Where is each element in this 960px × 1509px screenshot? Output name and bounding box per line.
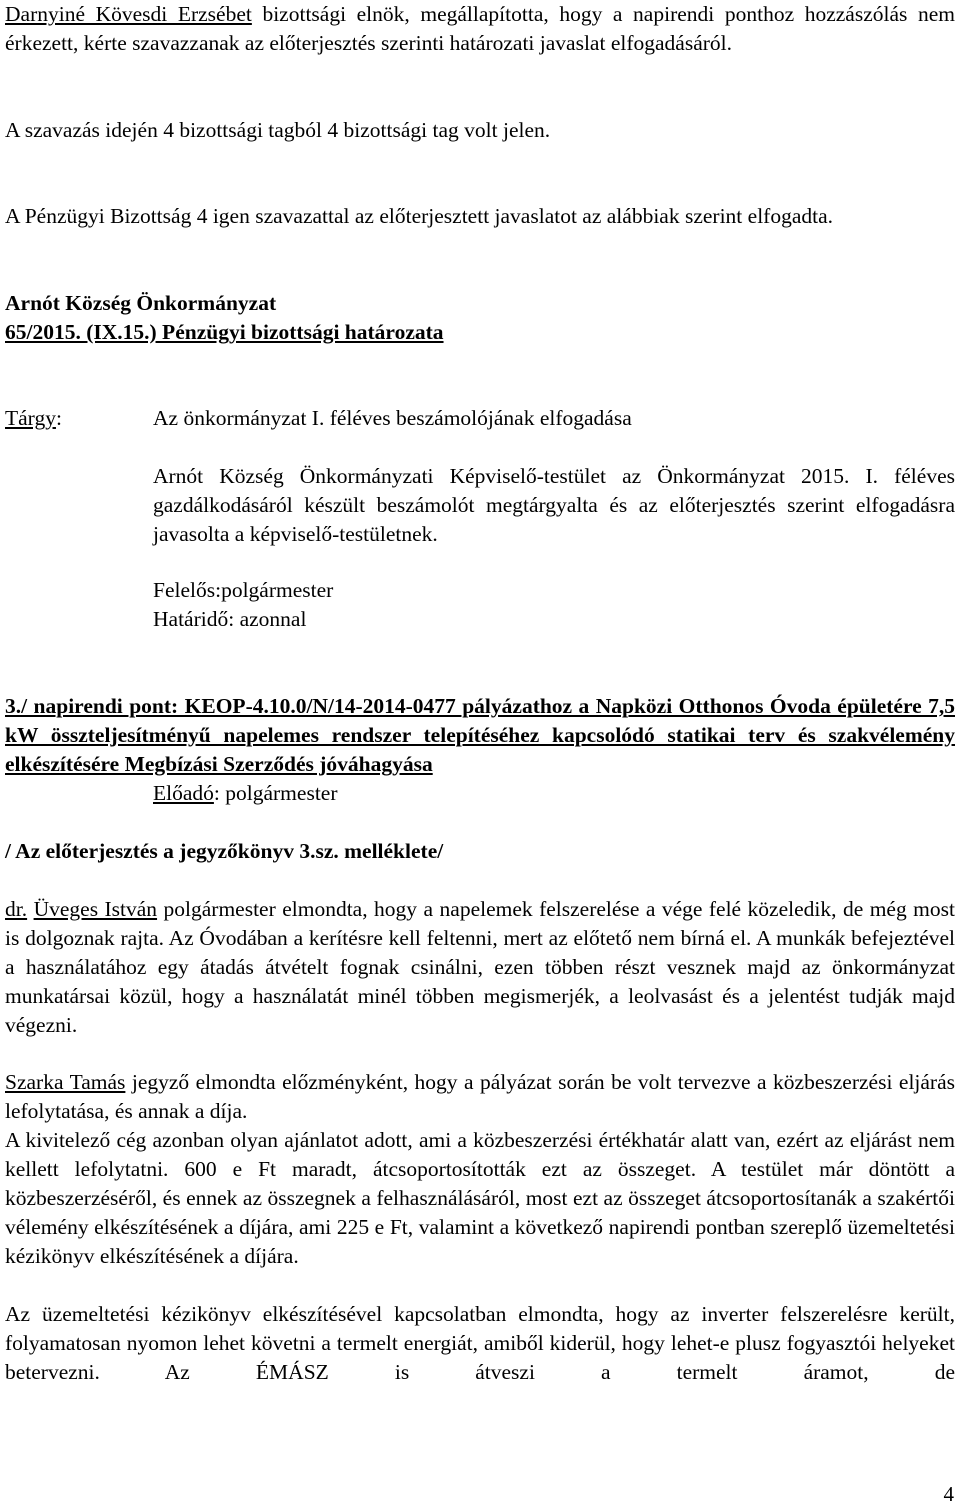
presenter-line xyxy=(153,779,955,808)
responsible-line: Felelős:polgármester xyxy=(153,578,334,602)
resolution-issuer: Arnót Község Önkormányzat xyxy=(5,291,277,315)
paragraph-attendance: A szavazás idején 4 bizottsági tagból 4 bizottsági tag volt jelen. xyxy=(5,118,551,142)
resolution-body: Arnót Község Önkormányzati Képviselő-testület az Önkormányzat 2015. I. féléves gazdálkodásáról készült beszámolót megtárgyalta és az előterjesztés szerint elfogadásra javasolta a képviselő-testületnek. xyxy=(153,464,955,546)
resolution-heading xyxy=(5,289,955,347)
paragraph-notary xyxy=(5,1068,955,1126)
presenter-label: Előadó xyxy=(153,781,214,805)
presenter-value: : polgármester xyxy=(213,781,338,805)
paragraph-contractor: A kivitelező cég azonban olyan ajánlatot adott, ami a közbeszerzési értékhatár alatt van, ezért az eljárást nem kellett lefolytatni. 600 e Ft maradt, átcsoportosították ezt az összeget. A testület már döntött a közbeszerzéséről, és ennek az összegnek a felhasználásáról, most ezt az összeget átcsoportosítanák a szakértői vélemény elkészítésének a díjára, ami 225 e Ft, valamint a következő napirendi pontban szereplő üzemeltetési kézikönyv elkészítésének a díjára. xyxy=(5,1128,955,1268)
paragraph-mayor xyxy=(5,895,955,1040)
speaker-name: Darnyiné Kövesdi Erzsébet xyxy=(5,2,252,26)
subject-text: Az önkormányzat I. féléves beszámolójának elfogadása xyxy=(153,406,632,430)
agenda-title: 3./ napirendi pont: KEOP-4.10.0/N/14-2014-0477 pályázathoz a Napközi Otthonos Óvoda épületére 7,5 kW összteljesítményű napelemes rendszer telepítéséhez kapcsolódó statikai terv és szakvélemény elkészítésére Megbízási Szerződés jóváhagyása xyxy=(5,694,955,776)
attachment-note: / Az előterjesztés a jegyzőkönyv 3.sz. melléklete/ xyxy=(5,839,444,863)
paragraph-manual: Az üzemeltetési kézikönyv elkészítésével kapcsolatban elmondta, hogy az inverter felszerelésre került, folyamatosan nyomon lehet követni a termelt energiát, amiből kiderül, hogy lehet-e plusz fogyasztói helyeket betervezni. Az ÉMÁSZ is átveszi a termelt áramot, de xyxy=(5,1302,955,1384)
paragraph-text: polgármester elmondta, hogy a napelemek felszerelése a vége felé közeledik, de még most is dolgoznak rajta. Az Óvodában a kerítésre kell feltenni, mert az előtető nem bírná el. A munkák befejeztével a használatához egy átadás átvételt fognak csinálni, ezen többen részt vesznek majd az önkormányzat munkatársai közül, hogy a használatát minél többen megismerjék, a leolvasást és a jelentést tudják majd végezni. xyxy=(5,897,955,1037)
speaker-name: Szarka Tamás xyxy=(5,1070,126,1094)
speaker-prefix: dr. xyxy=(5,897,28,921)
subject-label: Tárgy xyxy=(5,406,56,430)
resolution-number: 65/2015. (IX.15.) Pénzügyi bizottsági határozata xyxy=(5,320,444,344)
paragraph-chair-closing xyxy=(5,0,955,58)
paragraph-text: jegyző elmondta előzményként, hogy a pályázat során be volt tervezve a közbeszerzési eljárás lefolytatása, és annak a díja. xyxy=(5,1070,955,1123)
subject-colon: : xyxy=(55,406,62,430)
speaker-name: Üveges István xyxy=(33,897,158,921)
paragraph-vote-result: A Pénzügyi Bizottság 4 igen szavazattal az előterjesztett javaslatot az alábbiak szerint elfogadta. xyxy=(5,204,834,228)
paragraph-text: bizottsági elnök, megállapította, hogy a napirendi ponthoz hozzászólás nem érkezett, kérte szavazzanak az előterjesztés szerinti határozati javaslat elfogadásáról. xyxy=(5,2,955,55)
deadline-line: Határidő: azonnal xyxy=(153,607,307,631)
page-number: 4 xyxy=(943,1482,954,1506)
